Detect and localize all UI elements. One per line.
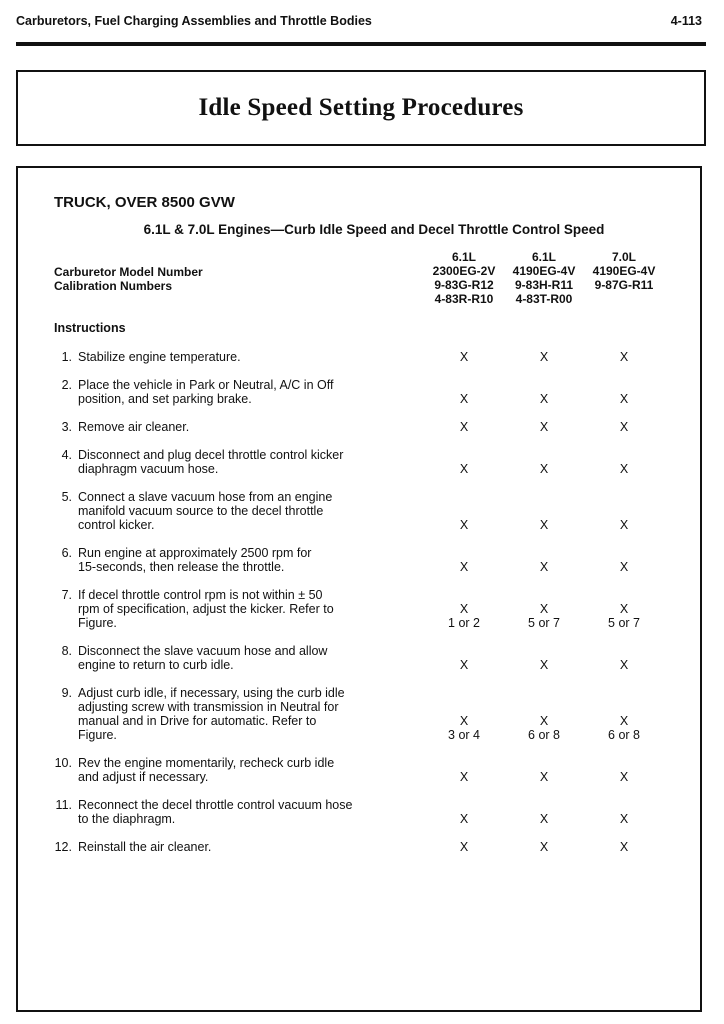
figure-reference: 5 or 7 [608,616,640,630]
mark-x: X [459,602,469,616]
calibration-number: 4-83R-R10 [434,292,494,306]
step-text-line: Stabilize engine temperature. [78,350,241,364]
mark-x: X [539,350,549,364]
step-mark [424,602,504,630]
step-mark [424,350,504,364]
step-mark [504,560,584,574]
step-mark [424,812,504,826]
step-mark [424,714,504,742]
mark-x: X [539,812,549,826]
mark-x: X [619,770,629,784]
mark-x: X [619,420,629,434]
step-number: 3. [61,420,72,434]
mark-x: X [459,560,469,574]
step-mark [584,420,664,434]
procedure-table [16,166,702,1012]
mark-x: X [459,518,469,532]
step-text-line: Remove air cleaner. [78,420,190,434]
step-text-line: If decel throttle control rpm is not within ± 50 [78,588,323,602]
step-mark [424,420,504,434]
carburetor-model: 2300EG-2V [432,264,496,278]
step-text-line: manifold vacuum source to the decel throttle [78,504,324,518]
carburetor-model: 4190EG-4V [592,264,656,278]
figure-reference: 5 or 7 [528,616,560,630]
mark-x: X [619,658,629,672]
step-mark [584,840,664,854]
step-mark [584,560,664,574]
mark-x: X [539,392,549,406]
step-mark [424,392,504,406]
section-title: TRUCK, OVER 8500 GVW [54,194,235,211]
step-text-line: Figure. [78,616,117,630]
step-text-line: manual and in Drive for automatic. Refer to [78,714,317,728]
step-mark [584,714,664,742]
mark-x: X [619,350,629,364]
header-title: Carburetors, Fuel Charging Assemblies and Throttle Bodies [16,14,372,28]
step-text-line: Place the vehicle in Park or Neutral, A/C in Off [78,378,334,392]
mark-x: X [539,658,549,672]
mark-x: X [459,714,469,728]
step-text-line: Figure. [78,728,117,742]
step-number: 2. [61,378,72,392]
step-number: 11. [55,798,72,812]
step-text-line: diaphragm vacuum hose. [78,462,219,476]
carburetor-column-1 [424,250,504,306]
mark-x: X [619,462,629,476]
step-text-line: Disconnect the slave vacuum hose and allow [78,644,328,658]
step-mark [424,518,504,532]
mark-x: X [459,462,469,476]
step-mark [504,840,584,854]
mark-x: X [459,812,469,826]
step-text-line: adjusting screw with transmission in Neutral for [78,700,339,714]
mark-x: X [459,420,469,434]
step-mark [504,462,584,476]
step-text [78,546,398,574]
mark-x: X [459,770,469,784]
step-mark [584,518,664,532]
calibration-number: 9-87G-R11 [594,278,654,292]
step-number: 5. [61,490,72,504]
figure-reference: 6 or 8 [528,728,560,742]
mark-x: X [539,560,549,574]
mark-x: X [619,392,629,406]
figure-reference: 3 or 4 [448,728,480,742]
step-text-line: Run engine at approximately 2500 rpm for [78,546,312,560]
step-mark [584,658,664,672]
engine-size: 6.1L [451,250,476,264]
step-mark [504,350,584,364]
step-mark [504,420,584,434]
mark-x: X [459,658,469,672]
calibration-number: 9-83H-R11 [514,278,574,292]
step-text [78,798,398,826]
engine-size: 6.1L [531,250,556,264]
mark-x: X [539,714,549,728]
step-text-line: Disconnect and plug decel throttle control kicker [78,448,344,462]
step-text [78,378,398,406]
title-box [16,70,706,146]
step-mark [504,602,584,630]
calibration-number: 9-83G-R12 [434,278,494,292]
step-mark [424,560,504,574]
instructions-heading: Instructions [54,321,126,335]
step-text-line: Reinstall the air cleaner. [78,840,212,854]
page-header [16,14,706,46]
step-text-line: engine to return to curb idle. [78,658,234,672]
step-mark [504,770,584,784]
step-number: 8. [61,644,72,658]
step-text [78,490,398,532]
step-text [78,420,398,434]
step-mark [504,714,584,742]
step-mark [504,392,584,406]
step-mark [424,840,504,854]
mark-x: X [539,518,549,532]
carburetor-column-2 [504,250,584,306]
mark-x: X [619,560,629,574]
engine-size: 7.0L [611,250,636,264]
mark-x: X [539,420,549,434]
carburetor-column-3 [584,250,664,292]
step-number: 6. [61,546,72,560]
step-text-line: Reconnect the decel throttle control vacuum hose [78,798,353,812]
figure-reference: 6 or 8 [608,728,640,742]
step-mark [424,658,504,672]
mark-x: X [459,392,469,406]
carburetor-model: 4190EG-4V [512,264,576,278]
step-text-line: 15-seconds, then release the throttle. [78,560,285,574]
page-title: Idle Speed Setting Procedures [198,94,524,121]
step-number: 7. [61,588,72,602]
step-number: 1. [61,350,72,364]
carburetor-model-label: Carburetor Model Number [54,265,203,279]
step-number: 12. [54,840,72,854]
step-text-line: position, and set parking brake. [78,392,252,406]
step-mark [584,770,664,784]
mark-x: X [539,840,549,854]
step-mark [584,350,664,364]
mark-x: X [539,462,549,476]
mark-x: X [539,602,549,616]
figure-reference: 1 or 2 [448,616,480,630]
step-mark [504,518,584,532]
step-mark [584,462,664,476]
mark-x: X [459,350,469,364]
step-text-line: and adjust if necessary. [78,770,209,784]
step-mark [584,812,664,826]
step-text-line: to the diaphragm. [78,812,176,826]
mark-x: X [619,714,629,728]
step-text-line: Connect a slave vacuum hose from an engine [78,490,333,504]
page-number: 4-113 [670,14,702,28]
step-number: 4. [61,448,72,462]
step-text [78,644,398,672]
step-text-line: Rev the engine momentarily, recheck curb idle [78,756,335,770]
step-text-line: Adjust curb idle, if necessary, using the curb idle [78,686,345,700]
mark-x: X [619,602,629,616]
step-mark [424,462,504,476]
step-mark [504,658,584,672]
step-text-line: rpm of specification, adjust the kicker. Refer to [78,602,334,616]
step-mark [584,392,664,406]
mark-x: X [539,770,549,784]
step-mark [504,812,584,826]
mark-x: X [459,840,469,854]
step-text-line: control kicker. [78,518,155,532]
mark-x: X [619,840,629,854]
row-labels [54,265,203,293]
step-text [78,686,398,742]
mark-x: X [619,518,629,532]
subtitle-text: 6.1L & 7.0L Engines—Curb Idle Speed and Decel Throttle Control Speed [143,222,605,237]
mark-x: X [619,812,629,826]
step-text [78,840,398,854]
step-mark [584,602,664,630]
section-subtitle [18,222,700,237]
step-text [78,448,398,476]
calibration-numbers-label: Calibration Numbers [54,279,173,293]
step-mark [424,770,504,784]
step-text [78,588,398,630]
calibration-number: 4-83T-R00 [515,292,573,306]
step-text [78,350,398,364]
step-number: 9. [61,686,72,700]
step-number: 10. [54,756,72,770]
step-text [78,756,398,784]
